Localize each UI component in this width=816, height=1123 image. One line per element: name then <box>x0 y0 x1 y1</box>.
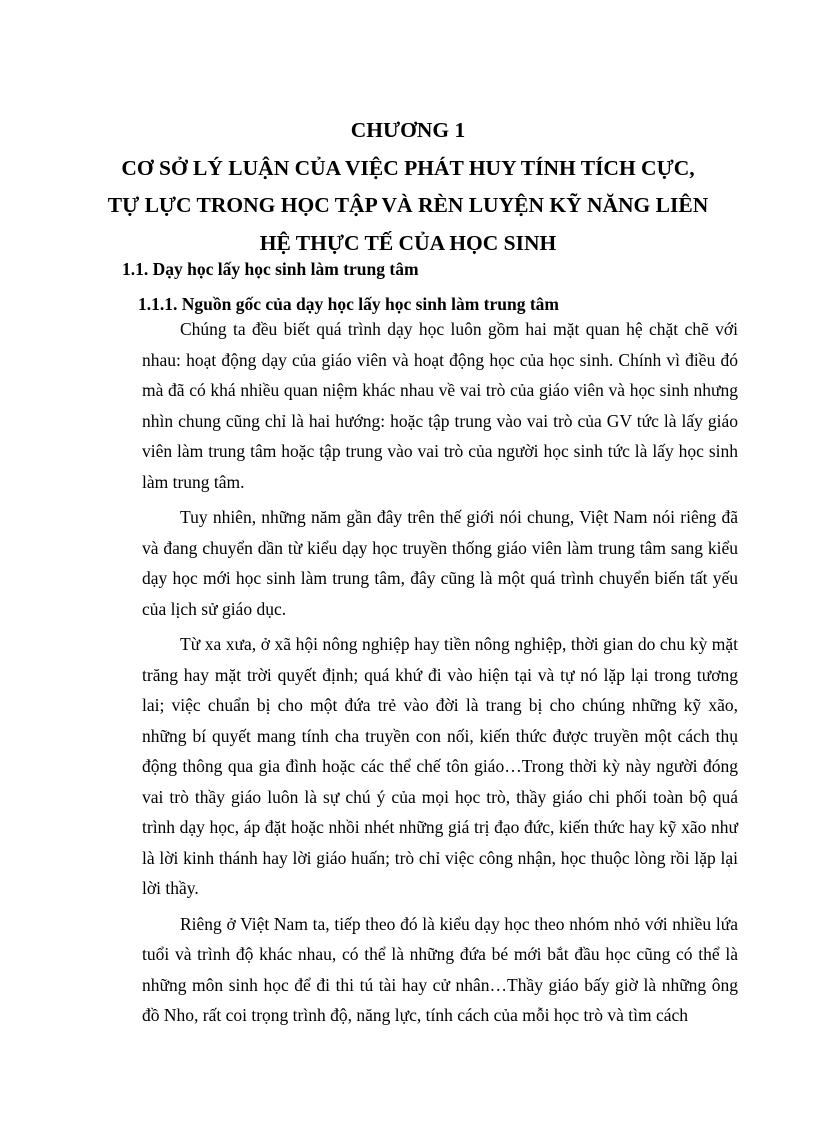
paragraph-1: Chúng ta đều biết quá trình dạy học luôn gồm hai mặt quan hệ chặt chẽ với nhau: hoạt động dạy của giáo viên và hoạt động học của học sinh. Chính vì điều đó mà đã có khá nhiều quan niệm khác nhau về vai trò của giáo viên và học sinh nhưng nhìn chung cũng chỉ là hai hướng: hoặc tập trung vào vai trò của GV tức là lấy giáo viên làm trung tâm hoặc tập trung vào vai trò của người học sinh tức là lấy học sinh làm trung tâm. <box>142 319 738 492</box>
chapter-title-line-2: TỰ LỰC TRONG HỌC TẬP VÀ RÈN LUYỆN KỸ NĂNG LIÊN <box>107 193 709 217</box>
chapter-title-line-1: CƠ SỞ LÝ LUẬN CỦA VIỆC PHÁT HUY TÍNH TÍCH CỰC, <box>121 155 695 180</box>
subsection-heading: 1.1.1. Nguồn gốc của dạy học lấy học sinh làm trung tâm <box>138 294 560 314</box>
section-heading: 1.1. Dạy học lấy học sinh làm trung tâm <box>122 259 419 279</box>
paragraph-2: Tuy nhiên, những năm gần đây trên thế giới nói chung, Việt Nam nói riêng đã và đang chuyển dần từ kiểu dạy học truyền thống giáo viên làm trung tâm sang kiểu dạy học mới học sinh làm trung tâm, đây cũng là một quá trình chuyển biến tất yếu của lịch sử giáo dục. <box>142 507 738 619</box>
chapter-title-line-3: HỆ THỰC TẾ CỦA HỌC SINH <box>259 230 557 255</box>
paragraph-3: Từ xa xưa, ở xã hội nông nghiệp hay tiền nông nghiệp, thời gian do chu kỳ mặt trăng hay mặt trời quyết định; quá khứ đi vào hiện tại và tự nó lặp lại trong tương lai; việc chuẩn bị cho một đứa trẻ vào đời là trang bị cho chúng những kỹ xão, những bí quyết mang tính cha truyền con nối, kiến thức được truyền một cách thụ động thông qua gia đình hoặc các thể chế tôn giáo…Trong thời kỳ này người đóng vai trò thầy giáo luôn là sự chú ý của mọi học trò, thầy giáo chi phối toàn bộ quá trình dạy học, áp đặt hoặc nhồi nhét những giá trị đạo đức, kiến thức hay kỹ xão như là lời kinh thánh hay lời giáo huấn; trò chỉ việc công nhận, học thuộc lòng rồi lặp lại lời thầy. <box>142 634 738 898</box>
chapter-number: CHƯƠNG 1 <box>350 118 466 142</box>
chapter-heading <box>100 112 716 262</box>
paragraph-4: Riêng ở Việt Nam ta, tiếp theo đó là kiểu dạy học theo nhóm nhỏ với nhiều lứa tuổi và trình độ khác nhau, có thể là những đứa bé mới bắt đầu học cũng có thể là những môn sinh học để đi thi tú tài hay cử nhân…Thầy giáo bấy giờ là những ông đồ Nho, rất coi trọng trình độ, năng lực, tính cách của mỗi học trò và tìm cách <box>142 913 738 1025</box>
body-text <box>142 314 738 1036</box>
